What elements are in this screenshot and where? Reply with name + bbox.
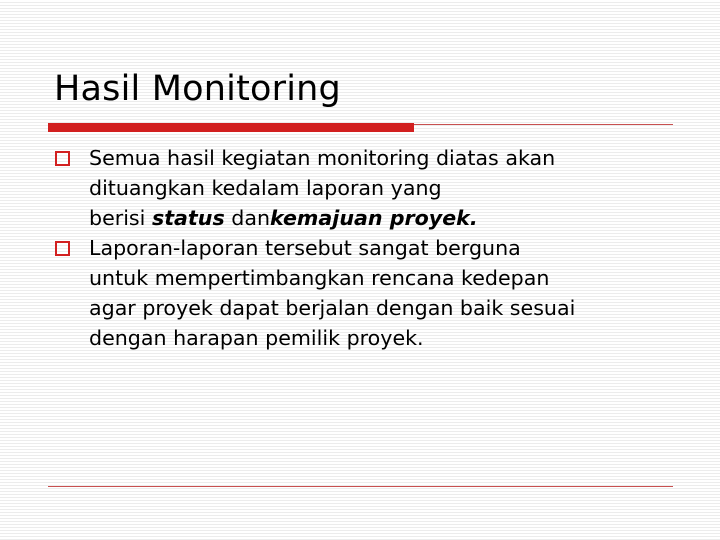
bullet-1-middle: dan [224, 206, 270, 230]
bullet-1-period: . [469, 206, 478, 230]
hollow-square-bullet-icon [55, 151, 70, 166]
footer-divider [48, 486, 673, 487]
hollow-square-bullet-icon [55, 241, 70, 256]
slide-title: Hasil Monitoring [54, 69, 341, 109]
bullet-list [55, 143, 695, 353]
bullet-1-line-3 [89, 203, 695, 233]
bullet-2-line-4: dengan harapan pemilik proyek. [89, 326, 424, 350]
bullet-1-line-2: dituangkan kedalam laporan yang [89, 176, 442, 200]
bullet-1-line-1: Semua hasil kegiatan monitoring diatas akan [89, 146, 556, 170]
title-accent-bar [48, 123, 414, 132]
bullet-2-line-1: Laporan-laporan tersebut sangat berguna [89, 236, 521, 260]
bullet-1-prefix: berisi [89, 206, 152, 230]
bullet-item-1 [55, 143, 695, 233]
emphasis-status: status [151, 206, 225, 230]
bullet-2-line-3: agar proyek dapat berjalan dengan baik sesuai [89, 296, 576, 320]
bullet-item-2 [55, 233, 695, 353]
bullet-2-line-2: untuk mempertimbangkan rencana kedepan [89, 266, 550, 290]
emphasis-kemajuan-proyek: kemajuan proyek [270, 206, 470, 230]
